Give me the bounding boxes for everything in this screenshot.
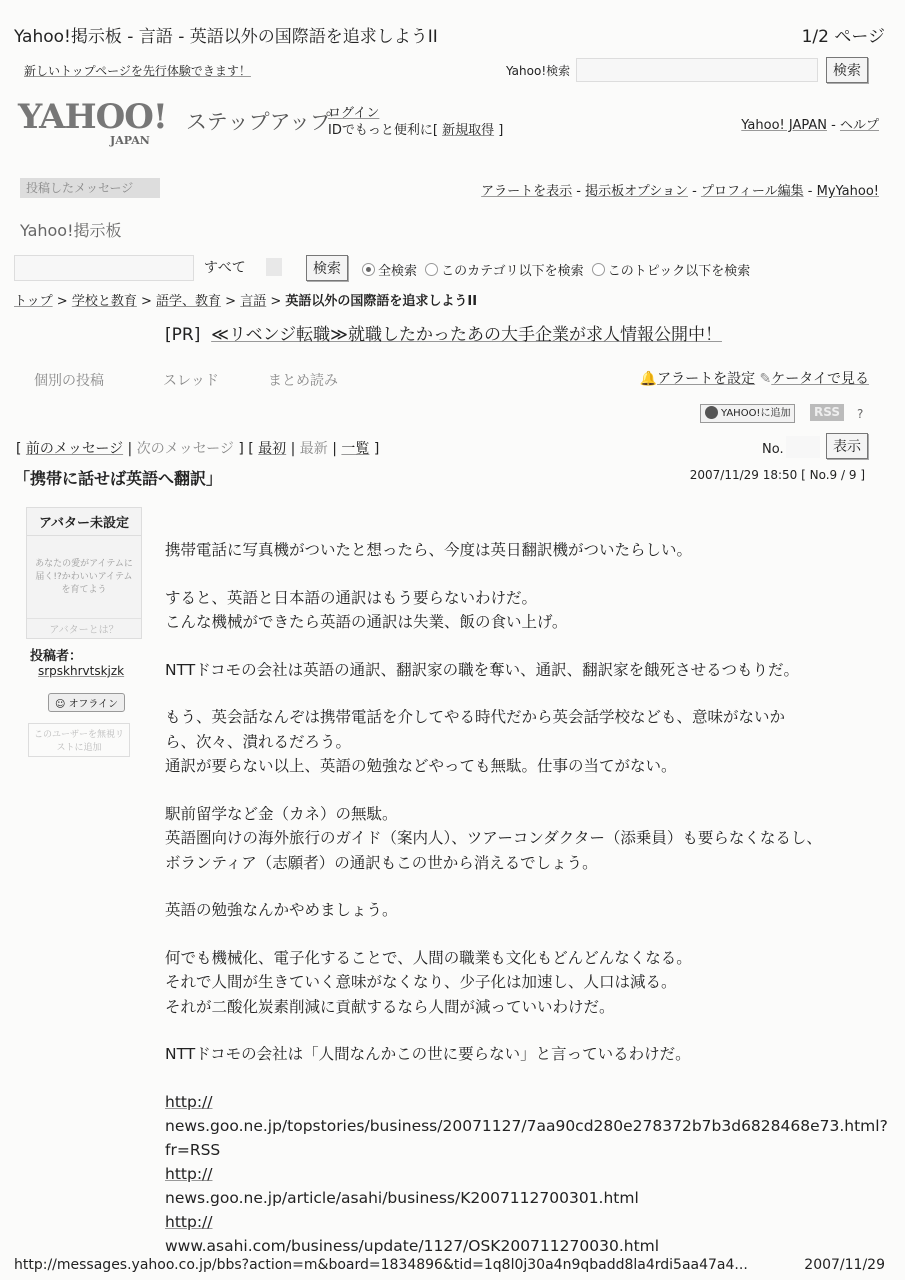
scope-value: すべて <box>204 260 246 276</box>
message-line: 携帯電話に写真機がついたと想ったら、今度は英日翻訳機がついたらしい。 <box>165 541 693 559</box>
poster-name-link[interactable]: srpskhrvtskjzk <box>38 664 125 678</box>
link-prefix[interactable]: http:// <box>165 1164 213 1183</box>
message-number: [ No.9 / 9 ] <box>801 468 865 482</box>
message-line: ら、次々、潰れるだろう。 <box>165 732 352 751</box>
stepup-label: ステップアップ <box>186 110 332 134</box>
link-url-part[interactable]: fr=RSS <box>165 1140 221 1159</box>
message-line: ボランティア（志願者）の通訳もこの世から消えるでしょう。 <box>165 853 598 872</box>
add-label: YAHOO!に追加 <box>721 408 791 419</box>
breadcrumb-language[interactable]: 言語 <box>240 294 267 309</box>
board-search-button[interactable]: 検索 <box>306 255 348 281</box>
radio-label: このトピック以下を検索 <box>607 264 751 279</box>
message-paragraph <box>165 946 888 1020</box>
external-link[interactable] <box>165 1090 888 1162</box>
login-link[interactable]: ログイン <box>328 106 380 121</box>
breadcrumb <box>14 290 477 309</box>
message-line: 通訳が要らない以上、英語の勉強などやっても無駄。仕事の当てがない。 <box>165 757 677 775</box>
yahoo-search-label: Yahoo!検索 <box>506 64 571 78</box>
breadcrumb-sep: > <box>56 294 68 309</box>
link-url-part[interactable]: news.goo.ne.jp/article/asahi/business/K2007112700301.html <box>165 1188 639 1207</box>
breadcrumb-top[interactable]: トップ <box>14 294 53 309</box>
message-paragraph <box>165 898 888 923</box>
radio-label: このカテゴリ以下を検索 <box>441 264 584 279</box>
link-prefix[interactable]: http:// <box>165 1212 213 1231</box>
message-meta <box>690 468 865 482</box>
breadcrumb-sep: > <box>270 294 282 309</box>
bracket: ] <box>498 123 504 138</box>
breadcrumb-sep: > <box>225 294 237 309</box>
header-links <box>741 114 879 133</box>
pr-link[interactable]: ≪リベンジ転職≫就職したかったあの大手企業が求人情報公開中！ <box>211 325 722 345</box>
show-message-button[interactable]: 表示 <box>826 433 868 459</box>
message-line: それが二酸化炭素削減に貢献するなら人間が減っていいわけだ。 <box>165 997 615 1016</box>
link-prefix[interactable]: http:// <box>165 1092 213 1111</box>
message-body <box>165 538 888 1258</box>
message-list-link[interactable]: 一覧 <box>341 441 370 457</box>
radio-category-search[interactable] <box>425 263 438 276</box>
breadcrumb-school[interactable]: 学校と教育 <box>71 294 137 309</box>
external-link[interactable] <box>165 1210 888 1258</box>
next-message-disabled: 次のメッセージ <box>136 441 234 457</box>
message-date: 2007/11/29 18:50 <box>689 468 798 482</box>
link-url-part[interactable]: www.asahi.com/business/update/1127/OSK200711270030.html <box>165 1236 660 1255</box>
board-search-input[interactable] <box>14 255 194 281</box>
face-icon: ☺ <box>55 699 66 710</box>
message-nav: [ 前のメッセージ | 次のメッセージ ] [ 最初 | 最新 | 一覧 ] <box>16 441 380 457</box>
link-url-part[interactable]: news.goo.ne.jp/topstories/business/20071127/7aa90cd280e278372b7b3d6828468e73.html? <box>165 1116 888 1135</box>
print-footer-date: 2007/11/29 <box>804 1257 885 1273</box>
separator: - <box>831 118 836 133</box>
message-line: 何でも機械化、電子化することで、人間の職業も文化もどんどんなくなる。 <box>165 948 692 967</box>
prev-message-link[interactable]: 前のメッセージ <box>25 441 124 457</box>
radio-label: 全検索 <box>378 264 418 279</box>
id-benefit-label: IDでもっと便利に[ <box>328 123 438 138</box>
message-paragraph <box>165 538 888 563</box>
new-top-page-link[interactable]: 新しいトップページを先行体験できます！ <box>24 64 251 78</box>
search-scope-radios <box>358 260 750 279</box>
board-title: Yahoo!掲示板 <box>20 221 122 240</box>
avatar-panel <box>26 507 142 639</box>
board-nav-links: アラートを表示 - 掲示板オプション - プロフィール編集 - MyYahoo! <box>481 184 879 199</box>
yahoo-japan-link[interactable]: Yahoo! JAPAN <box>741 118 827 133</box>
breadcrumb-current: 英語以外の国際語を追求しようII <box>285 294 478 309</box>
ignore-user-button[interactable]: このユーザーを無視リストに追加 <box>28 723 130 757</box>
avatar-promo-image[interactable]: あなたの愛がアイテムに届く!?かわいいアイテムを育てよう <box>35 559 133 595</box>
message-line: 駅前留学など金（カネ）の無駄。 <box>165 804 398 823</box>
offline-status-badge <box>48 693 125 712</box>
myyahoo-icon <box>705 406 718 419</box>
message-line: それで人間が生きていく意味がなくなり、少子化は加速し、人口は減る。 <box>165 973 677 991</box>
pr-tag: [PR] <box>165 325 201 345</box>
latest-message-disabled: 最新 <box>299 441 328 457</box>
signup-link[interactable]: 新規取得 <box>442 123 495 138</box>
set-alert-link[interactable]: アラートを設定 <box>657 371 756 387</box>
tab-individual-post[interactable]: 個別の投稿 <box>34 373 104 389</box>
help-link[interactable]: ヘルプ <box>839 118 879 133</box>
posted-messages-button[interactable]: 投稿したメッセージ <box>20 178 160 198</box>
tab-summary-read[interactable]: まとめ読み <box>268 373 338 389</box>
radio-all-search[interactable] <box>362 263 375 276</box>
message-paragraph <box>165 658 888 683</box>
search-scope-select[interactable] <box>204 257 282 277</box>
message-line: NTTドコモの会社は「人間なんかこの世に要らない」と言っているわけだ。 <box>165 1045 691 1063</box>
breadcrumb-sep: > <box>140 294 152 309</box>
dropdown-arrow-icon[interactable] <box>266 258 282 276</box>
board-options-link[interactable]: 掲示板オプション <box>585 184 688 199</box>
message-paragraph <box>165 586 888 635</box>
myyahoo-link[interactable]: MyYahoo! <box>816 184 879 199</box>
mobile-phone-icon: ✎ <box>759 371 772 387</box>
show-alerts-link[interactable]: アラートを表示 <box>481 184 573 199</box>
tool-links <box>640 368 869 388</box>
yahoo-search-input[interactable] <box>576 58 818 82</box>
view-on-mobile-link[interactable]: ケータイで見る <box>771 371 869 387</box>
print-page-title: Yahoo!掲示板 - 言語 - 英語以外の国際語を追求しようII <box>14 27 438 47</box>
add-to-myyahoo-button[interactable] <box>700 404 795 423</box>
rss-button[interactable]: RSS <box>810 404 844 421</box>
first-message-link[interactable]: 最初 <box>258 441 287 457</box>
about-avatar-link[interactable]: アバターとは？ <box>27 618 141 638</box>
message-line: すると、英語と日本語の通訳はもう要らないわけだ。 <box>165 588 538 607</box>
message-paragraph <box>165 1042 888 1067</box>
message-line: こんな機械ができたら英語の通訳は失業、飯の食い上げ。 <box>165 613 568 631</box>
yahoo-search-button[interactable]: 検索 <box>826 57 868 83</box>
id-benefit-text <box>328 119 503 138</box>
breadcrumb-language-education[interactable]: 語学、教育 <box>156 294 222 309</box>
rss-help-icon[interactable]: ? <box>857 407 864 421</box>
status-label: オフライン <box>68 699 119 710</box>
print-page-number: 1/2 ページ <box>801 27 885 47</box>
message-paragraph <box>165 802 888 876</box>
external-link[interactable] <box>165 1162 888 1210</box>
avatar-title: アバター未設定 <box>27 508 141 536</box>
message-line: 英語圏向けの海外旅行のガイド（案内人）、ツアーコンダクター（添乗員）も要らなくなるし、 <box>165 829 822 847</box>
message-line: NTTドコモの会社は英語の通訳、翻訳家の職を奪い、通訳、翻訳家を餓死させるつもりだ。 <box>165 660 799 679</box>
pr-banner <box>165 320 722 345</box>
message-number-input[interactable] <box>786 436 820 458</box>
message-number-label: No. <box>762 442 784 457</box>
yahoo-japan-logo[interactable]: YAHOO! JAPAN <box>18 97 167 147</box>
radio-topic-search[interactable] <box>592 263 605 276</box>
poster-label: 投稿者： <box>30 649 83 664</box>
profile-edit-link[interactable]: プロフィール編集 <box>700 184 804 199</box>
tab-thread[interactable]: スレッド <box>163 373 219 389</box>
message-paragraph <box>165 705 888 779</box>
message-subject: 「携帯に話せば英語へ翻訳」 <box>14 469 223 488</box>
message-line: 英語の勉強なんかやめましょう。 <box>165 901 398 919</box>
message-line: もう、英会話なんぞは携帯電話を介してやる時代だから英会話学校なども、意味がないか <box>165 708 786 726</box>
print-footer-url: http://messages.yahoo.co.jp/bbs?action=m&board=1834896&tid=1q8l0j30a4n9qbadd8la4rdi5aa47a4... <box>14 1257 748 1273</box>
bell-icon: 🔔 <box>639 371 658 387</box>
